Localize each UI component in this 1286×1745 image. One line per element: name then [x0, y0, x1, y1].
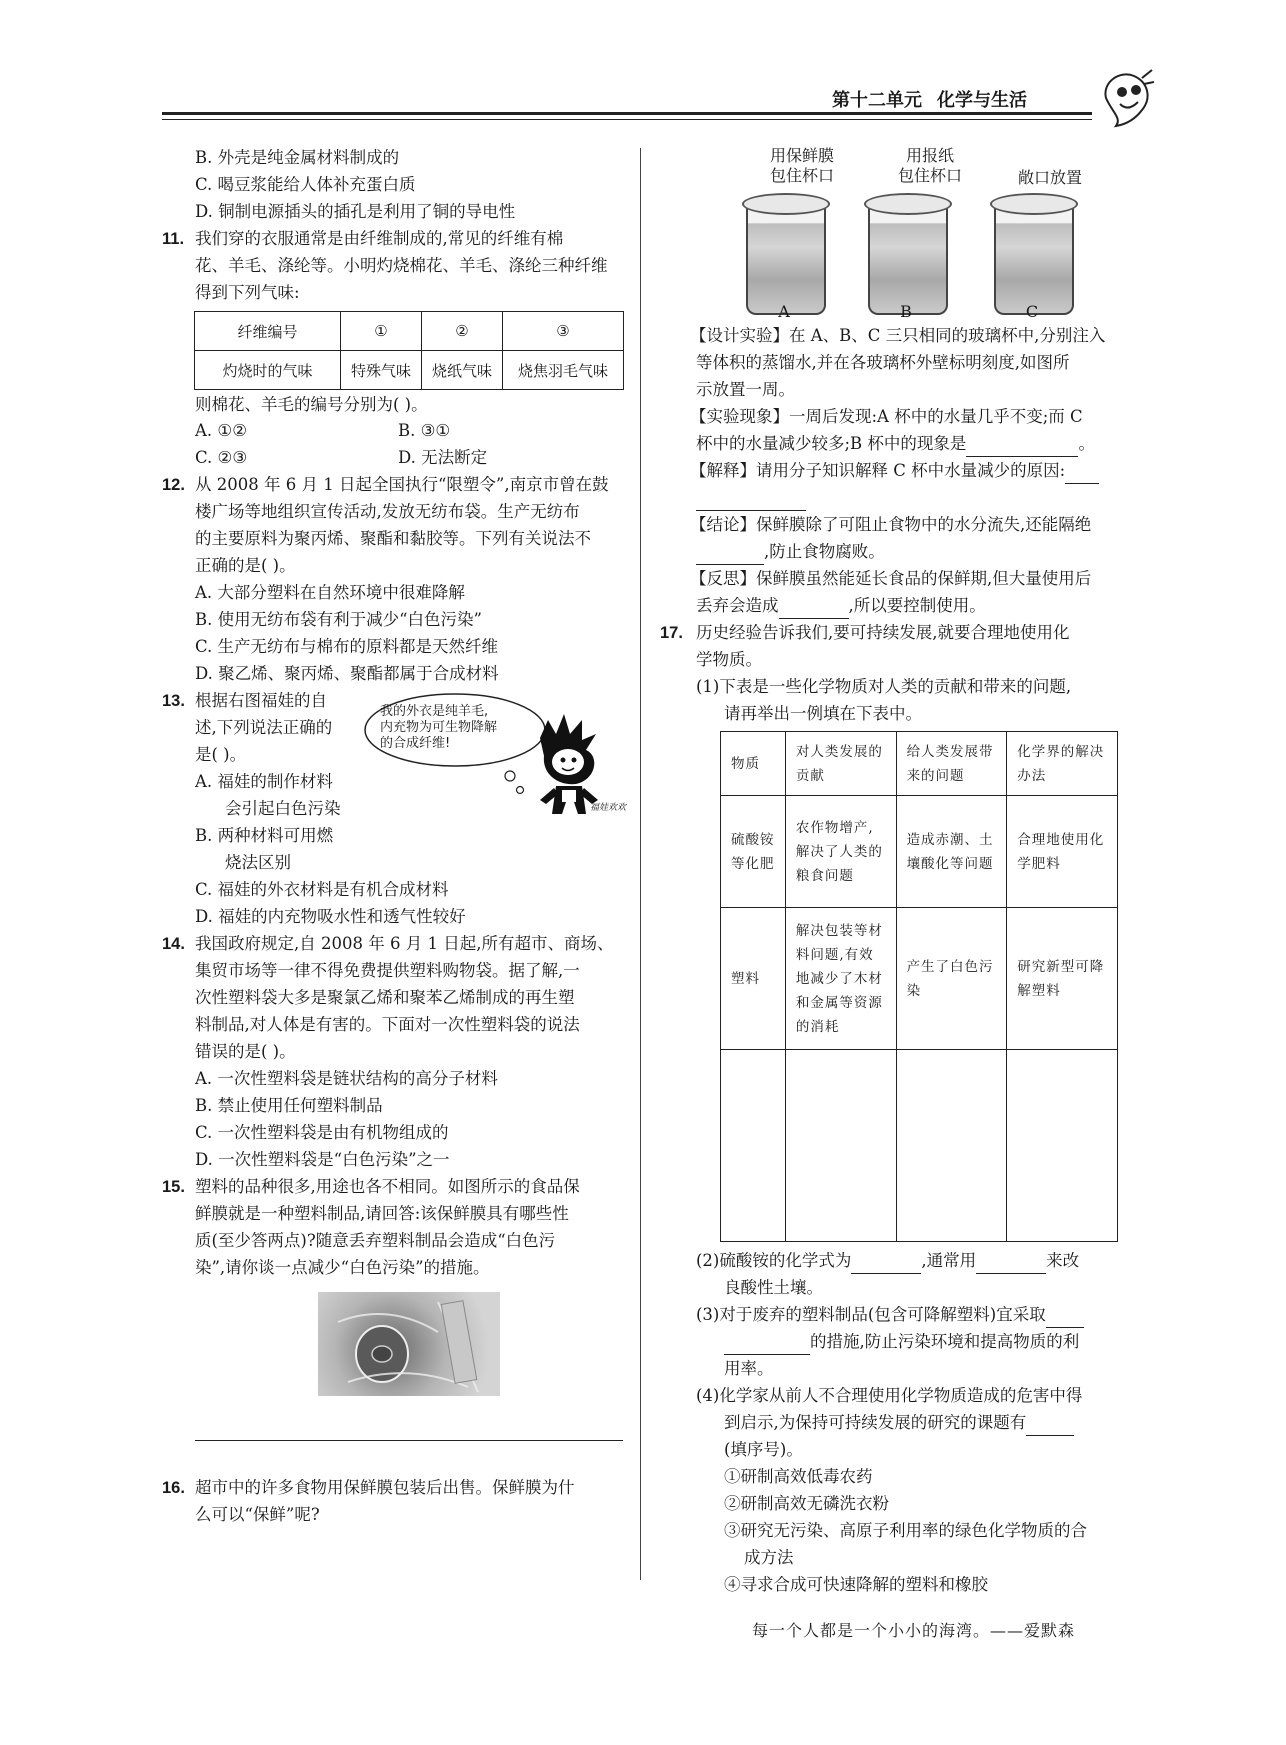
header-rule-thick [162, 112, 1092, 115]
q12-option-a: A. 大部分塑料在自然环境中很难降解 [195, 583, 465, 602]
q11-stem-1: 我们穿的衣服通常是由纤维制成的,常见的纤维有棉 [195, 229, 564, 248]
q14-stem-3: 次性塑料袋大多是聚氯乙烯和聚苯乙烯制成的再生塑 [195, 988, 575, 1007]
unit-title [832, 86, 1027, 112]
q17-item-4: ④寻求合成可快速降解的塑料和橡胶 [724, 1575, 988, 1594]
q17-part3-1: (3)对于废弃的塑料制品(包含可降解塑料)宜采取 [696, 1302, 1084, 1328]
exp-phenomenon-2: 杯中的水量减少较多;B 杯中的现象是 。 [696, 431, 1095, 457]
table-cell: ① [341, 312, 422, 351]
q13-number: 13. [162, 692, 185, 710]
q17-part4-2: 到启示,为保持可持续发展的研究的课题有 [724, 1410, 1074, 1436]
q11-option-c: C. ②③ [195, 448, 248, 467]
table-cell: 农作物增产,解决了人类的粮食问题 [785, 796, 896, 908]
q12-number: 12. [162, 476, 185, 494]
exp-conclusion-2: ,防止食物腐败。 [696, 539, 885, 565]
column-divider [640, 148, 641, 1580]
q17-part3-3: 用率。 [724, 1359, 774, 1378]
cup-b-label: 用报纸 包住杯口 [897, 146, 962, 185]
unit-name: 化学与生活 [937, 90, 1028, 110]
q14-stem-1: 我国政府规定,自 2008 年 6 月 1 日起,所有超市、商场、 [195, 934, 614, 953]
q17-item-3a: ③研究无污染、高原子利用率的绿色化学物质的合 [724, 1521, 1087, 1540]
q15-stem-1: 塑料的品种很多,用途也各不相同。如图所示的食品保 [195, 1177, 580, 1196]
table-cell[interactable] [1007, 1050, 1118, 1242]
q13-stem-2: 述,下列说法正确的 [195, 718, 333, 737]
table-cell: 塑料 [721, 908, 786, 1050]
q11-option-b: B. ③① [398, 421, 451, 440]
fuwa-bubble-1: 我的外衣是纯羊毛, [380, 704, 489, 719]
exp-reflection-1: 【反思】保鲜膜虽然能延长食品的保鲜期,但大量使用后 [690, 569, 1092, 588]
q17-part4-1: (4)化学家从前人不合理使用化学物质造成的危害中得 [696, 1386, 1083, 1405]
q11-question: 则棉花、羊毛的编号分别为( )。 [195, 395, 428, 414]
q12-stem-3: 的主要原料为聚丙烯、聚酯和黏胶等。下列有关说法不 [195, 529, 591, 548]
table-cell: 纤维编号 [195, 312, 341, 351]
table-cell: 产生了白色污染 [896, 908, 1007, 1050]
q13-option-b1: B. 两种材料可用燃 [195, 826, 334, 845]
q16-stem-2: 么可以“保鲜”呢? [195, 1505, 320, 1524]
q11-stem-2: 花、羊毛、涤纶等。小明灼烧棉花、羊毛、涤纶三种纤维 [195, 256, 608, 275]
wrap-film-photo [318, 1292, 500, 1396]
table-row-blank [721, 1050, 1118, 1242]
table-cell: 特殊气味 [341, 351, 422, 390]
table-cell: 烧焦羽毛气味 [503, 351, 624, 390]
q11-option-d: D. 无法断定 [398, 448, 488, 467]
answer-blank[interactable] [1046, 1309, 1084, 1328]
cup-a [746, 203, 826, 315]
q17-item-2: ②研制高效无磷洗衣粉 [724, 1494, 889, 1513]
table-cell: 造成赤潮、土壤酸化等问题 [896, 796, 1007, 908]
answer-blank[interactable] [779, 600, 849, 619]
q12-option-c: C. 生产无纺布与棉布的原料都是天然纤维 [195, 637, 499, 656]
q13-option-c: C. 福娃的外衣材料是有机合成材料 [195, 880, 449, 899]
fuwa-signature: 福娃欢欢 [590, 803, 627, 813]
cup-a-label: 用保鲜膜 包住杯口 [769, 146, 834, 185]
q17-number: 17. [660, 624, 683, 642]
table-cell: ② [422, 312, 503, 351]
q17-part1-2: 请再举出一例填在下表中。 [724, 704, 922, 723]
cup-c-label: 敞口放置 [1017, 168, 1082, 187]
q17-part2-1: (2)硫酸铵的化学式为 ,通常用 来改 [696, 1248, 1079, 1274]
q11-stem-3: 得到下列气味: [195, 283, 300, 302]
q17-part3-2: 的措施,防止污染环境和提高物质的利 [724, 1329, 1079, 1355]
q10-option-b: B. 外壳是纯金属材料制成的 [195, 148, 400, 167]
q10-option-d: D. 铜制电源插头的插孔是利用了铜的导电性 [195, 202, 516, 221]
q12-option-b: B. 使用无纺布袋有利于减少“白色污染” [195, 610, 482, 629]
exp-design-1: 【设计实验】在 A、B、C 三只相同的玻璃杯中,分别注入 [690, 326, 1106, 345]
table-row [721, 796, 1118, 908]
table-cell: 灼烧时的气味 [195, 351, 341, 390]
q15-number: 15. [162, 1178, 185, 1196]
q16-number: 16. [162, 1479, 185, 1497]
q15-stem-3: 质(至少答两点)?随意丢弃塑料制品会造成“白色污 [195, 1231, 556, 1250]
cup-c-letter: C [1025, 302, 1039, 321]
q11-fiber-table [194, 311, 624, 390]
header-rule-thin [162, 119, 1092, 120]
fuwa-bubble-3: 的合成纤维! [380, 736, 451, 751]
table-cell: ③ [503, 312, 624, 351]
q14-number: 14. [162, 935, 185, 953]
fuwa-illustration [360, 690, 628, 834]
cup-b-letter: B [900, 302, 912, 321]
answer-blank[interactable] [1026, 1417, 1074, 1436]
table-cell: 硫酸铵等化肥 [721, 796, 786, 908]
q12-stem-1: 从 2008 年 6 月 1 日起全国执行“限塑令”,南京市曾在鼓 [195, 475, 609, 494]
q17-stem-1: 历史经验告诉我们,要可持续发展,就要合理地使用化 [696, 623, 1070, 642]
table-row [721, 908, 1118, 1050]
q17-part4-3: (填序号)。 [724, 1440, 803, 1459]
q10-option-c: C. 喝豆浆能给人体补充蛋白质 [195, 175, 416, 194]
q13-option-b2: 烧法区别 [225, 853, 291, 872]
q14-stem-4: 料制品,对人体是有害的。下面对一次性塑料袋的说法 [195, 1015, 580, 1034]
exp-explain-line [696, 485, 806, 511]
q17-chemicals-table [720, 731, 1118, 1242]
table-header: 物质 [721, 732, 786, 796]
table-cell: 合理地使用化学肥料 [1007, 796, 1118, 908]
q13-stem-1: 根据右图福娃的自 [195, 691, 327, 710]
q13-option-d: D. 福娃的内充物吸水性和透气性较好 [195, 907, 466, 926]
exp-reflection-2: 丢弃会造成 ,所以要控制使用。 [696, 593, 986, 619]
q14-option-d: D. 一次性塑料袋是“白色污染”之一 [195, 1150, 450, 1169]
q12-option-d: D. 聚乙烯、聚丙烯、聚酯都属于合成材料 [195, 664, 499, 683]
q13-stem-3: 是( )。 [195, 745, 247, 764]
table-header: 对人类发展的贡献 [785, 732, 896, 796]
answer-blank[interactable] [696, 492, 806, 511]
q14-option-b: B. 禁止使用任何塑料制品 [195, 1096, 383, 1115]
q14-stem-2: 集贸市场等一律不得免费提供塑料购物袋。据了解,一 [195, 961, 580, 980]
answer-blank[interactable] [1065, 465, 1099, 484]
q14-option-c: C. 一次性塑料袋是由有机物组成的 [195, 1123, 449, 1142]
table-cell: 烧纸气味 [422, 351, 503, 390]
answer-blank[interactable] [976, 1255, 1046, 1274]
answer-blank[interactable] [966, 438, 1078, 457]
exp-explain: 【解释】请用分子知识解释 C 杯中水量减少的原因: [690, 458, 1099, 484]
table-header: 给人类发展带来的问题 [896, 732, 1007, 796]
q17-stem-2: 学物质。 [696, 650, 762, 669]
q13-option-a2: 会引起白色污染 [225, 799, 341, 818]
mascot-icon [1098, 68, 1154, 130]
exp-phenomenon-1: 【实验现象】一周后发现:A 杯中的水量几乎不变;而 C [690, 407, 1083, 426]
q13-option-a1: A. 福娃的制作材料 [195, 772, 333, 791]
table-cell[interactable] [721, 1050, 786, 1242]
cup-b [868, 203, 948, 315]
q11-number: 11. [162, 230, 185, 248]
exp-conclusion-1: 【结论】保鲜膜除了可阻止食物中的水分流失,还能隔绝 [690, 515, 1092, 534]
answer-blank[interactable] [696, 546, 764, 565]
q15-stem-2: 鲜膜就是一种塑料制品,请回答:该保鲜膜具有哪些性 [195, 1204, 569, 1223]
q17-item-3b: 成方法 [744, 1548, 794, 1567]
q14-stem-5: 错误的是( )。 [195, 1042, 296, 1061]
exp-design-2: 等体积的蒸馏水,并在各玻璃杯外壁标明刻度,如图所 [696, 353, 1070, 372]
q15-answer-line [195, 1440, 623, 1441]
table-header: 化学界的解决办法 [1007, 732, 1118, 796]
q15-stem-4: 染”,请你谈一点减少“白色污染”的措施。 [195, 1258, 490, 1277]
footer-quote: 每一个人都是一个小小的海湾。——爱默森 [752, 1621, 1076, 1640]
q12-stem-2: 楼广场等地组织宣传活动,发放无纺布袋。生产无纺布 [195, 502, 580, 521]
table-cell: 研究新型可降解塑料 [1007, 908, 1118, 1050]
exp-design-3: 示放置一周。 [696, 380, 795, 399]
unit-number: 第十二单元 [832, 90, 922, 110]
table-cell[interactable] [896, 1050, 1007, 1242]
table-cell: 解决包装等材料问题,有效地减少了木材和金属等资源的消耗 [785, 908, 896, 1050]
answer-blank[interactable] [724, 1336, 810, 1355]
q11-option-a: A. ①② [195, 421, 247, 440]
q17-part1-1: (1)下表是一些化学物质对人类的贡献和带来的问题, [696, 677, 1072, 696]
q17-item-1: ①研制高效低毒农药 [724, 1467, 873, 1486]
q16-stem-1: 超市中的许多食物用保鲜膜包装后出售。保鲜膜为什 [195, 1478, 575, 1497]
q17-part2-2: 良酸性土壤。 [724, 1278, 823, 1297]
fuwa-bubble-2: 内充物为可生物降解 [380, 720, 498, 735]
cup-c [994, 203, 1074, 315]
cup-a-letter: A [778, 302, 790, 321]
table-cell[interactable] [785, 1050, 896, 1242]
q14-option-a: A. 一次性塑料袋是链状结构的高分子材料 [195, 1069, 498, 1088]
answer-blank[interactable] [851, 1255, 921, 1274]
q12-stem-4: 正确的是( )。 [195, 556, 296, 575]
